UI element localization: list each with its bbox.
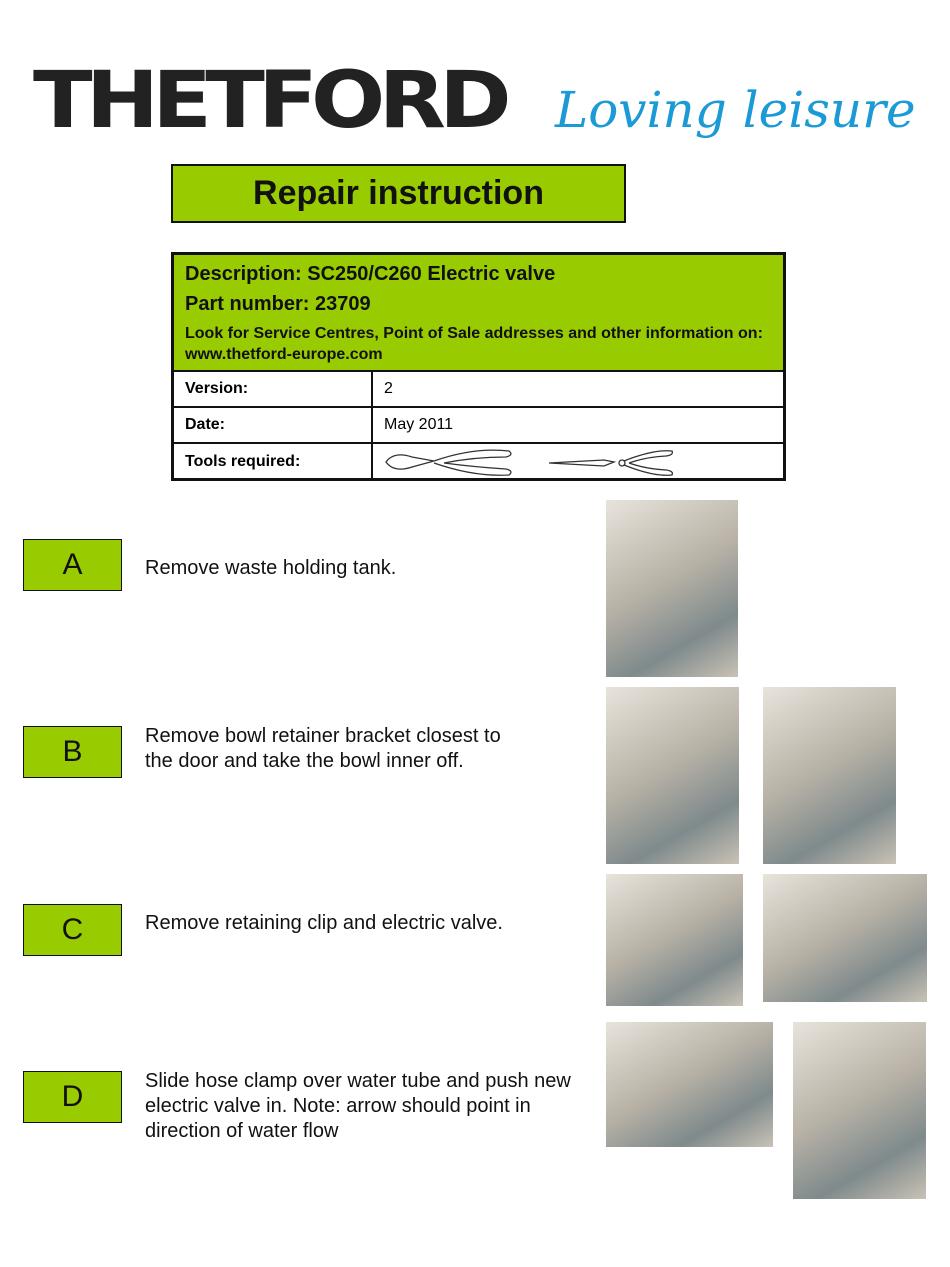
date-value: May 2011: [384, 416, 454, 433]
version-label: Version:: [174, 372, 373, 406]
step-d-photo-2: [793, 1022, 926, 1199]
step-c-badge: C: [23, 904, 122, 956]
page-title: Repair instruction: [171, 164, 626, 223]
step-a-text: Remove waste holding tank.: [145, 557, 397, 579]
tools-row: [174, 444, 783, 480]
version-row: [174, 372, 783, 408]
thetford-logo: THETFORD: [33, 56, 505, 146]
step-b-badge: B: [23, 726, 122, 778]
info-header: [174, 255, 783, 372]
step-d-text: Slide hose clamp over water tube and push new electric valve in. Note: arrow should point in direction of water flow: [145, 1070, 571, 1142]
step-c-photo-2: [763, 874, 927, 1002]
version-value: 2: [384, 380, 393, 397]
tools-images: [373, 444, 674, 480]
date-row: [174, 408, 783, 444]
step-a-badge: A: [23, 539, 122, 591]
part-number: Part number: 23709: [185, 293, 371, 315]
info-line: Look for Service Centres, Point of Sale addresses and other information on: www.thetford-europe.com: [185, 325, 763, 363]
pliers-icon: [384, 445, 674, 479]
step-b-photo-2: [763, 687, 896, 864]
step-c-photo-1: [606, 874, 743, 1006]
tools-label: Tools required:: [174, 444, 373, 480]
step-b-photo-1: [606, 687, 739, 864]
step-a-photo: [606, 500, 738, 677]
tagline: Loving leisure: [555, 81, 916, 139]
description: Description: SC250/C260 Electric valve: [185, 263, 556, 285]
step-b-text: Remove bowl retainer bracket closest to the door and take the bowl inner off.: [145, 725, 501, 772]
info-table: [171, 252, 786, 481]
step-d-photo-1: [606, 1022, 773, 1147]
date-label: Date:: [174, 408, 373, 442]
step-d-badge: D: [23, 1071, 122, 1123]
step-c-text: Remove retaining clip and electric valve.: [145, 912, 503, 934]
